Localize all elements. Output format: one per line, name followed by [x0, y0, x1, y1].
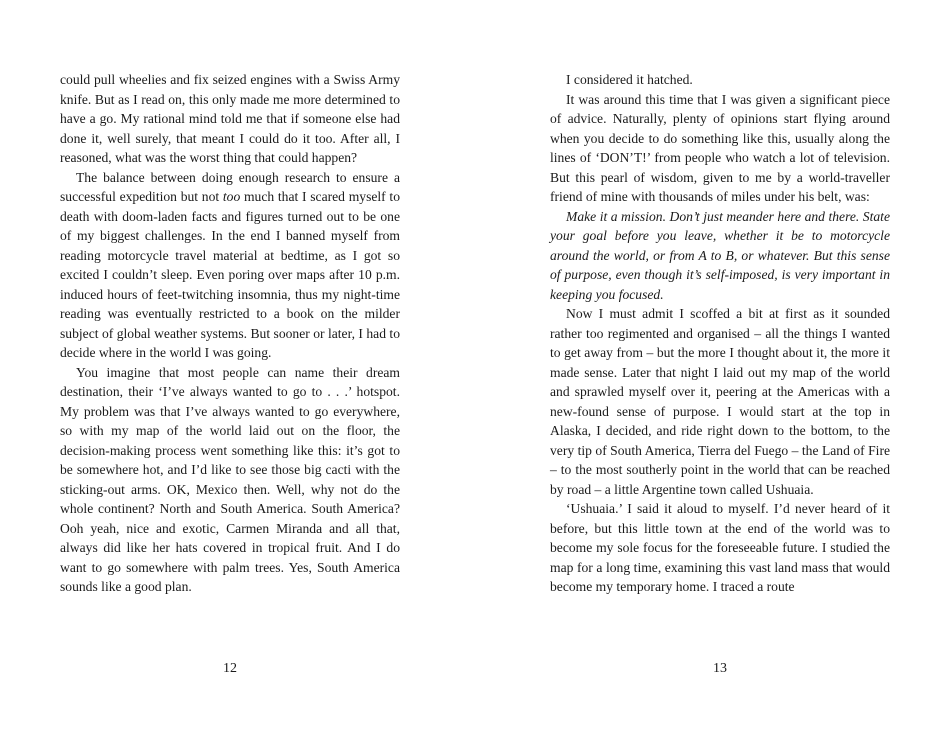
paragraph — [60, 70, 400, 168]
page-number: 12 — [223, 661, 237, 676]
page-number: 13 — [713, 661, 727, 676]
text-run: It was around this time that I was given a significant piece of advice. Naturally, plenty of opinions start flying around when you decide to do something like this, usually along the lines of ‘DON’T!’ from people who watch a lot of television. But this pearl of wisdom, given to me by a world-traveller friend of mine with thousands of miles under his belt, was: — [550, 91, 890, 204]
paragraph — [60, 168, 400, 363]
quoted-advice — [550, 207, 890, 305]
paragraph — [550, 70, 890, 90]
right-page-text — [550, 70, 890, 597]
emphasis-text: too — [222, 189, 241, 204]
text-run: Now I must admit I scoffed a bit at first as it sounded rather too regimented and organised – all the things I wanted to get away from – but the more I thought about it, the more it made sense. Later that night I laid out my map of the world and sprawled myself over it, peering at the Americas with a new-found sense of purpose. I would start at the top in Alaska, I decided, and ride right down to the bottom, to the very tip of South America, Tierra del Fuego – the Land of Fire – to the most southerly point in the world that can be reached by road – a little Argentine town called Ushuaia. — [550, 306, 890, 497]
text-run: You imagine that most people can name their dream destination, their ‘I’ve always wanted to go to . . .’ hotspot. My problem was that I’ve always wanted to go everywhere, so with my map of the world laid out on the floor, the decision-making process went something like this: it’s got to be somewhere hot, and I’d like to see those big cacti with the sticking-out arms. OK, Mexico then. Well, why not do the whole continent? North and South America. South America? Ooh yeah, nice and exotic, Carmen Miranda and all that, always did like her hats covered in tropical fruit. And I do want to go somewhere with palm trees. Yes, South America sounds like a good plan. — [60, 364, 400, 594]
text-run: The balance between doing enough research to ensure a successful expedition but not — [60, 169, 400, 204]
left-page-text — [60, 70, 400, 597]
left-page — [60, 0, 400, 730]
paragraph — [60, 363, 400, 597]
text-run: much that I scared myself to death with doom-laden facts and figures turned out to be one of my biggest challenges. In the end I banned myself from reading motorcycle travel material at bedtime, as I got so excited I couldn’t sleep. Even poring over maps after 10 p.m. induced hours of feet-twitching insomnia, thus my night-time reading was eventually restricted to a book on the milder subject of global weather systems. But sooner or later, I had to decide where in the world I was going. — [60, 189, 400, 360]
text-run: could pull wheelies and fix seized engines with a Swiss Army knife. But as I read on, this only made me more determined to have a go. My rational mind told me that if someone else had done it, well surely, that meant I could do it too. After all, I reasoned, what was the worst thing that could happen? — [60, 72, 400, 165]
text-run: Make it a mission. Don’t just meander here and there. State your goal before you leave, whether it be to motorcycle around the world, or from A to B, or whatever. But this sense of purpose, even though it’s self-imposed, is very important in keeping you focused. — [550, 208, 890, 302]
paragraph — [550, 499, 890, 597]
text-run: ‘Ushuaia.’ I said it aloud to myself. I’d never heard of it before, but this little town at the end of the world was to become my sole focus for the foreseeable future. I studied the map for a long time, examining this vast land mass that would become my temporary home. I traced a route — [550, 501, 890, 594]
paragraph — [550, 304, 890, 499]
text-run: I considered it hatched. — [566, 72, 693, 87]
right-page — [550, 0, 890, 730]
paragraph — [550, 90, 890, 207]
